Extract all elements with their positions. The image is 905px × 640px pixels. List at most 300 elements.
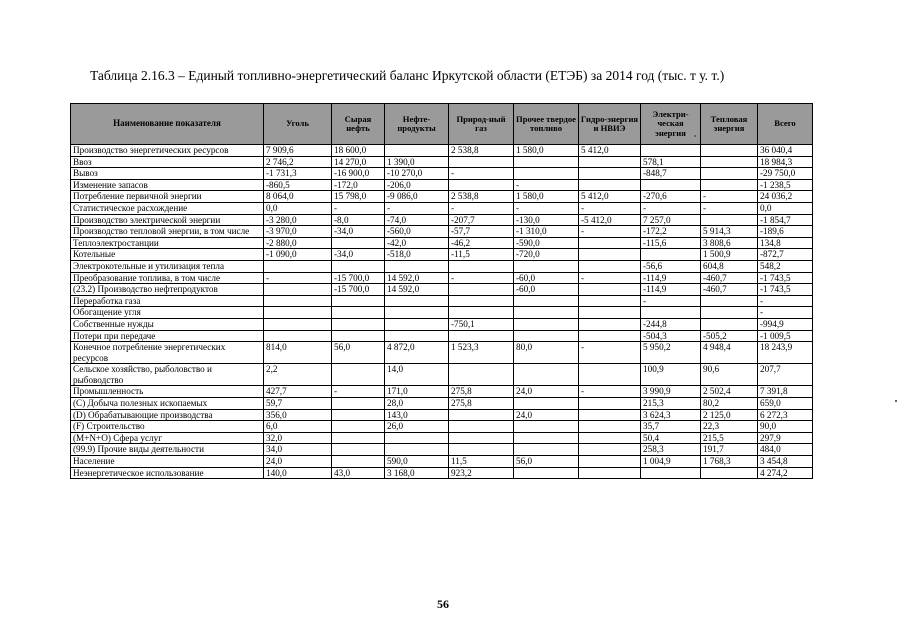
table-row: [71, 330, 813, 342]
table-cell: -15 700,0: [332, 272, 385, 284]
table-cell: 923,2: [449, 467, 514, 479]
table-cell: [579, 284, 641, 296]
table-cell: [579, 398, 641, 410]
table-cell: -: [579, 202, 641, 214]
table-cell: [332, 432, 385, 444]
table-cell: [701, 295, 758, 307]
column-header: Природ-ный газ: [449, 104, 514, 145]
table-row: [71, 168, 813, 180]
table-cell: 207,7: [758, 364, 813, 386]
table-cell: [579, 237, 641, 249]
column-header: Тепловая энергия: [701, 104, 758, 145]
column-header: Наименование показателя: [71, 104, 264, 145]
table-cell: 24 036,2: [758, 191, 813, 203]
table-cell: 1 004,9: [641, 456, 701, 468]
table-cell: [332, 409, 385, 421]
table-cell: -115,6: [641, 237, 701, 249]
table-cell: 3 990,9: [641, 386, 701, 398]
table-cell: -: [514, 179, 579, 191]
row-label: Промышленность: [71, 386, 264, 398]
table-cell: [579, 260, 641, 272]
table-row: [71, 284, 813, 296]
table-cell: -46,2: [449, 237, 514, 249]
row-label: (23.2) Производство нефтепродуктов: [71, 284, 264, 296]
table-cell: -60,0: [514, 272, 579, 284]
table-cell: 258,3: [641, 444, 701, 456]
table-row: [71, 444, 813, 456]
table-cell: 14 592,0: [385, 284, 449, 296]
table-cell: [579, 330, 641, 342]
table-cell: 56,0: [332, 342, 385, 364]
table-cell: [449, 409, 514, 421]
table-cell: [701, 318, 758, 330]
table-cell: [579, 432, 641, 444]
table-row: [71, 202, 813, 214]
table-cell: [449, 444, 514, 456]
table-cell: 56,0: [514, 456, 579, 468]
table-cell: [332, 260, 385, 272]
table-cell: -34,0: [332, 226, 385, 238]
row-label: Котельные: [71, 249, 264, 261]
row-label: Электрокотельные и утилизация тепла: [71, 260, 264, 272]
table-cell: 28,0: [385, 398, 449, 410]
table-cell: -: [579, 226, 641, 238]
table-cell: [579, 467, 641, 479]
table-cell: -: [332, 386, 385, 398]
table-cell: -720,0: [514, 249, 579, 261]
table-cell: -56,6: [641, 260, 701, 272]
table-cell: -560,0: [385, 226, 449, 238]
table-cell: -9 086,0: [385, 191, 449, 203]
table-cell: 50,4: [641, 432, 701, 444]
table-cell: 3 454,8: [758, 456, 813, 468]
table-cell: -: [579, 342, 641, 364]
table-cell: -244,8: [641, 318, 701, 330]
table-cell: [641, 307, 701, 319]
table-cell: [264, 260, 332, 272]
table-cell: -5 412,0: [579, 214, 641, 226]
table-cell: [579, 421, 641, 433]
table-cell: [385, 260, 449, 272]
table-cell: -: [758, 307, 813, 319]
column-header: Нефте-продукты: [385, 104, 449, 145]
row-label: Неэнергетическое использование: [71, 467, 264, 479]
table-cell: 2 538,8: [449, 191, 514, 203]
table-cell: [514, 295, 579, 307]
table-cell: [514, 398, 579, 410]
table-cell: -3 970,0: [264, 226, 332, 238]
table-row: [71, 307, 813, 319]
table-cell: -848,7: [641, 168, 701, 180]
row-label: (M+N+O) Сфера услуг: [71, 432, 264, 444]
row-label: (D) Обрабатывающие производства: [71, 409, 264, 421]
table-cell: 90,6: [701, 364, 758, 386]
table-cell: 43,0: [332, 467, 385, 479]
table-cell: 2 125,0: [701, 409, 758, 421]
table-cell: -172,0: [332, 179, 385, 191]
table-cell: [332, 421, 385, 433]
table-cell: -3 280,0: [264, 214, 332, 226]
table-row: [71, 214, 813, 226]
table-cell: 80,0: [514, 342, 579, 364]
table-cell: [264, 284, 332, 296]
table-cell: [514, 307, 579, 319]
table-row: [71, 179, 813, 191]
table-cell: [332, 398, 385, 410]
table-cell: -: [758, 295, 813, 307]
table-cell: 215,3: [641, 398, 701, 410]
table-cell: -1 743,5: [758, 284, 813, 296]
table-cell: 1 390,0: [385, 156, 449, 168]
table-cell: 1 523,3: [449, 342, 514, 364]
table-cell: [701, 156, 758, 168]
table-cell: 24,0: [514, 409, 579, 421]
table-row: [71, 398, 813, 410]
table-cell: [332, 456, 385, 468]
table-cell: 0,0: [264, 202, 332, 214]
table-cell: 4 274,2: [758, 467, 813, 479]
table-cell: 6,0: [264, 421, 332, 433]
column-header: Гидро-энергия и НВИЭ: [579, 104, 641, 145]
table-row: [71, 226, 813, 238]
column-header: Уголь: [264, 104, 332, 145]
table-title: Таблица 2.16.3 – Единый топливно-энергетический баланс Иркутской области (ЕТЭБ) за 2014 год (тыс. т у. т.): [90, 68, 725, 83]
table-cell: 2 502,4: [701, 386, 758, 398]
table-cell: 36 040,4: [758, 145, 813, 157]
table-cell: [579, 318, 641, 330]
table-cell: [701, 145, 758, 157]
table-header-row: [71, 104, 813, 145]
table-cell: [332, 444, 385, 456]
table-cell: -: [701, 202, 758, 214]
table-cell: -42,0: [385, 237, 449, 249]
table-cell: [449, 330, 514, 342]
table-cell: [641, 145, 701, 157]
row-label: (C) Добыча полезных ископаемых: [71, 398, 264, 410]
table-cell: [449, 284, 514, 296]
column-header: Электри-ческая энергия: [641, 104, 701, 145]
table-cell: [701, 168, 758, 180]
table-cell: [385, 318, 449, 330]
table-row: [71, 364, 813, 386]
table-cell: -16 900,0: [332, 168, 385, 180]
table-cell: 2 538,8: [449, 145, 514, 157]
table-cell: [514, 318, 579, 330]
table-cell: 590,0: [385, 456, 449, 468]
table-cell: -34,0: [332, 249, 385, 261]
table-cell: [449, 295, 514, 307]
table-cell: -114,9: [641, 272, 701, 284]
table-cell: -60,0: [514, 284, 579, 296]
row-label: Собственные нужды: [71, 318, 264, 330]
table-cell: 2,2: [264, 364, 332, 386]
table-cell: 604,8: [701, 260, 758, 272]
table-cell: 7 391,8: [758, 386, 813, 398]
table-cell: 3 808,6: [701, 237, 758, 249]
table-cell: [385, 307, 449, 319]
table-cell: -505,2: [701, 330, 758, 342]
table-cell: 3 624,3: [641, 409, 701, 421]
table-cell: [579, 249, 641, 261]
table-cell: 297,9: [758, 432, 813, 444]
row-label: Изменение запасов: [71, 179, 264, 191]
table-cell: -1 009,5: [758, 330, 813, 342]
table-cell: [579, 444, 641, 456]
table-row: [71, 386, 813, 398]
table-cell: 26,0: [385, 421, 449, 433]
table-cell: [332, 318, 385, 330]
table-cell: -: [332, 202, 385, 214]
table-cell: [449, 364, 514, 386]
table-cell: -270,6: [641, 191, 701, 203]
table-cell: [641, 249, 701, 261]
table-cell: [701, 307, 758, 319]
table-cell: 356,0: [264, 409, 332, 421]
row-label: Производство тепловой энергии, в том числе: [71, 226, 264, 238]
table-cell: -994,9: [758, 318, 813, 330]
table-cell: -504,3: [641, 330, 701, 342]
table-cell: 24,0: [514, 386, 579, 398]
table-cell: -8,0: [332, 214, 385, 226]
table-cell: 427,7: [264, 386, 332, 398]
table-cell: 814,0: [264, 342, 332, 364]
row-label: Потребление первичной энергии: [71, 191, 264, 203]
table-cell: [579, 295, 641, 307]
table-row: [71, 145, 813, 157]
table-cell: [514, 364, 579, 386]
row-label: Вывоз: [71, 168, 264, 180]
table-cell: 5 914,3: [701, 226, 758, 238]
table-cell: [514, 444, 579, 456]
table-row: [71, 237, 813, 249]
table-cell: 14 270,0: [332, 156, 385, 168]
table-cell: 191,7: [701, 444, 758, 456]
table-cell: [641, 179, 701, 191]
table-cell: -172,2: [641, 226, 701, 238]
table-cell: -590,0: [514, 237, 579, 249]
table-cell: -1 731,3: [264, 168, 332, 180]
table-cell: 2 746,2: [264, 156, 332, 168]
table-cell: 215,5: [701, 432, 758, 444]
table-cell: [579, 456, 641, 468]
table-cell: -1 854,7: [758, 214, 813, 226]
table-cell: 90,0: [758, 421, 813, 433]
table-cell: -206,0: [385, 179, 449, 191]
table-cell: 14,0: [385, 364, 449, 386]
table-cell: -1 238,5: [758, 179, 813, 191]
scan-speck: [694, 135, 696, 137]
table-cell: [641, 467, 701, 479]
table-row: [71, 295, 813, 307]
table-cell: [449, 307, 514, 319]
table-row: [71, 191, 813, 203]
table-cell: -: [514, 202, 579, 214]
column-header: Прочее твердое топливо: [514, 104, 579, 145]
table-cell: 3 168,0: [385, 467, 449, 479]
table-cell: -57,7: [449, 226, 514, 238]
table-cell: 18 243,9: [758, 342, 813, 364]
table-cell: [264, 295, 332, 307]
table-row: [71, 260, 813, 272]
table-cell: 275,8: [449, 386, 514, 398]
table-cell: 35,7: [641, 421, 701, 433]
table-cell: [264, 318, 332, 330]
table-cell: 34,0: [264, 444, 332, 456]
row-label: Производство электрической энергии: [71, 214, 264, 226]
row-label: Население: [71, 456, 264, 468]
table-cell: 7 909,6: [264, 145, 332, 157]
table-cell: -: [449, 168, 514, 180]
table-cell: [449, 432, 514, 444]
table-cell: [514, 156, 579, 168]
table-cell: 4 872,0: [385, 342, 449, 364]
table-cell: -: [701, 191, 758, 203]
table-cell: -: [449, 272, 514, 284]
table-row: [71, 421, 813, 433]
table-cell: 134,8: [758, 237, 813, 249]
table-cell: 1 580,0: [514, 145, 579, 157]
table-row: [71, 342, 813, 364]
table-cell: -: [449, 202, 514, 214]
row-label: Ввоз: [71, 156, 264, 168]
page-number: 56: [437, 597, 449, 611]
table-cell: [579, 168, 641, 180]
table-cell: -2 880,0: [264, 237, 332, 249]
row-label: Теплоэлектростанции: [71, 237, 264, 249]
table-cell: [579, 179, 641, 191]
table-cell: [385, 444, 449, 456]
table-cell: -460,7: [701, 272, 758, 284]
table-row: [71, 409, 813, 421]
table-cell: 275,8: [449, 398, 514, 410]
table-cell: -518,0: [385, 249, 449, 261]
table-row: [71, 467, 813, 479]
row-label: Потери при передаче: [71, 330, 264, 342]
scan-speck: [895, 400, 897, 402]
table-cell: -10 270,0: [385, 168, 449, 180]
table-cell: 14 592,0: [385, 272, 449, 284]
table-cell: 484,0: [758, 444, 813, 456]
table-cell: [332, 237, 385, 249]
table-row: [71, 432, 813, 444]
table-cell: -: [579, 272, 641, 284]
table-cell: [514, 421, 579, 433]
table-cell: 80,2: [701, 398, 758, 410]
table-cell: [514, 168, 579, 180]
table-row: [71, 318, 813, 330]
table-cell: [514, 432, 579, 444]
table-cell: -: [641, 202, 701, 214]
table-cell: 59,7: [264, 398, 332, 410]
row-label: (99.9) Прочие виды деятельности: [71, 444, 264, 456]
table-cell: 1 768,3: [701, 456, 758, 468]
row-label: Обогащение угля: [71, 307, 264, 319]
table-row: [71, 156, 813, 168]
table-cell: 18 600,0: [332, 145, 385, 157]
table-cell: 548,2: [758, 260, 813, 272]
table-cell: -: [264, 272, 332, 284]
table-cell: 171,0: [385, 386, 449, 398]
table-cell: 5 412,0: [579, 191, 641, 203]
row-label: Статистическое расхождение: [71, 202, 264, 214]
table-cell: 15 798,0: [332, 191, 385, 203]
table-cell: [579, 307, 641, 319]
table-cell: [332, 307, 385, 319]
table-row: [71, 456, 813, 468]
table-cell: [514, 260, 579, 272]
table-cell: -872,7: [758, 249, 813, 261]
table-cell: -74,0: [385, 214, 449, 226]
table-cell: 5 412,0: [579, 145, 641, 157]
table-cell: [385, 145, 449, 157]
row-label: Производство энергетических ресурсов: [71, 145, 264, 157]
table-cell: [385, 330, 449, 342]
table-cell: [514, 467, 579, 479]
table-cell: [264, 307, 332, 319]
table-cell: 100,9: [641, 364, 701, 386]
table-cell: [701, 467, 758, 479]
table-cell: [332, 330, 385, 342]
table-cell: 8 064,0: [264, 191, 332, 203]
table-cell: 4 948,4: [701, 342, 758, 364]
table-cell: 6 272,3: [758, 409, 813, 421]
row-label: (F) Строительство: [71, 421, 264, 433]
table-cell: -750,1: [449, 318, 514, 330]
table-cell: 18 984,3: [758, 156, 813, 168]
table-cell: [385, 295, 449, 307]
table-cell: -1 310,0: [514, 226, 579, 238]
table-cell: [449, 421, 514, 433]
table-cell: [579, 364, 641, 386]
table-cell: [449, 260, 514, 272]
table-cell: -1 743,5: [758, 272, 813, 284]
table-cell: 1 500,9: [701, 249, 758, 261]
table-cell: -1 090,0: [264, 249, 332, 261]
table-cell: 24,0: [264, 456, 332, 468]
table-cell: [332, 295, 385, 307]
table-cell: 22,3: [701, 421, 758, 433]
table-cell: -11,5: [449, 249, 514, 261]
table-cell: -189,6: [758, 226, 813, 238]
table-body: [71, 145, 813, 479]
table-cell: [579, 409, 641, 421]
table-cell: -207,7: [449, 214, 514, 226]
table-cell: -114,9: [641, 284, 701, 296]
table-cell: [385, 432, 449, 444]
table-cell: -460,7: [701, 284, 758, 296]
energy-balance-table: [70, 103, 813, 479]
table-cell: 32,0: [264, 432, 332, 444]
table-cell: -15 700,0: [332, 284, 385, 296]
table-cell: 659,0: [758, 398, 813, 410]
table-cell: 5 950,2: [641, 342, 701, 364]
table-cell: [264, 330, 332, 342]
table-cell: 143,0: [385, 409, 449, 421]
table-cell: -: [385, 202, 449, 214]
table-cell: -: [579, 386, 641, 398]
table-cell: 578,1: [641, 156, 701, 168]
table-cell: 0,0: [758, 202, 813, 214]
table-cell: -29 750,0: [758, 168, 813, 180]
table-cell: 7 257,0: [641, 214, 701, 226]
row-label: Переработка газа: [71, 295, 264, 307]
table-cell: [449, 156, 514, 168]
table-cell: -: [641, 295, 701, 307]
table-cell: 140,0: [264, 467, 332, 479]
table-cell: [449, 179, 514, 191]
row-label: Сельское хозяйство, рыболовство и рыбоводство: [71, 364, 264, 386]
table-cell: 11,5: [449, 456, 514, 468]
